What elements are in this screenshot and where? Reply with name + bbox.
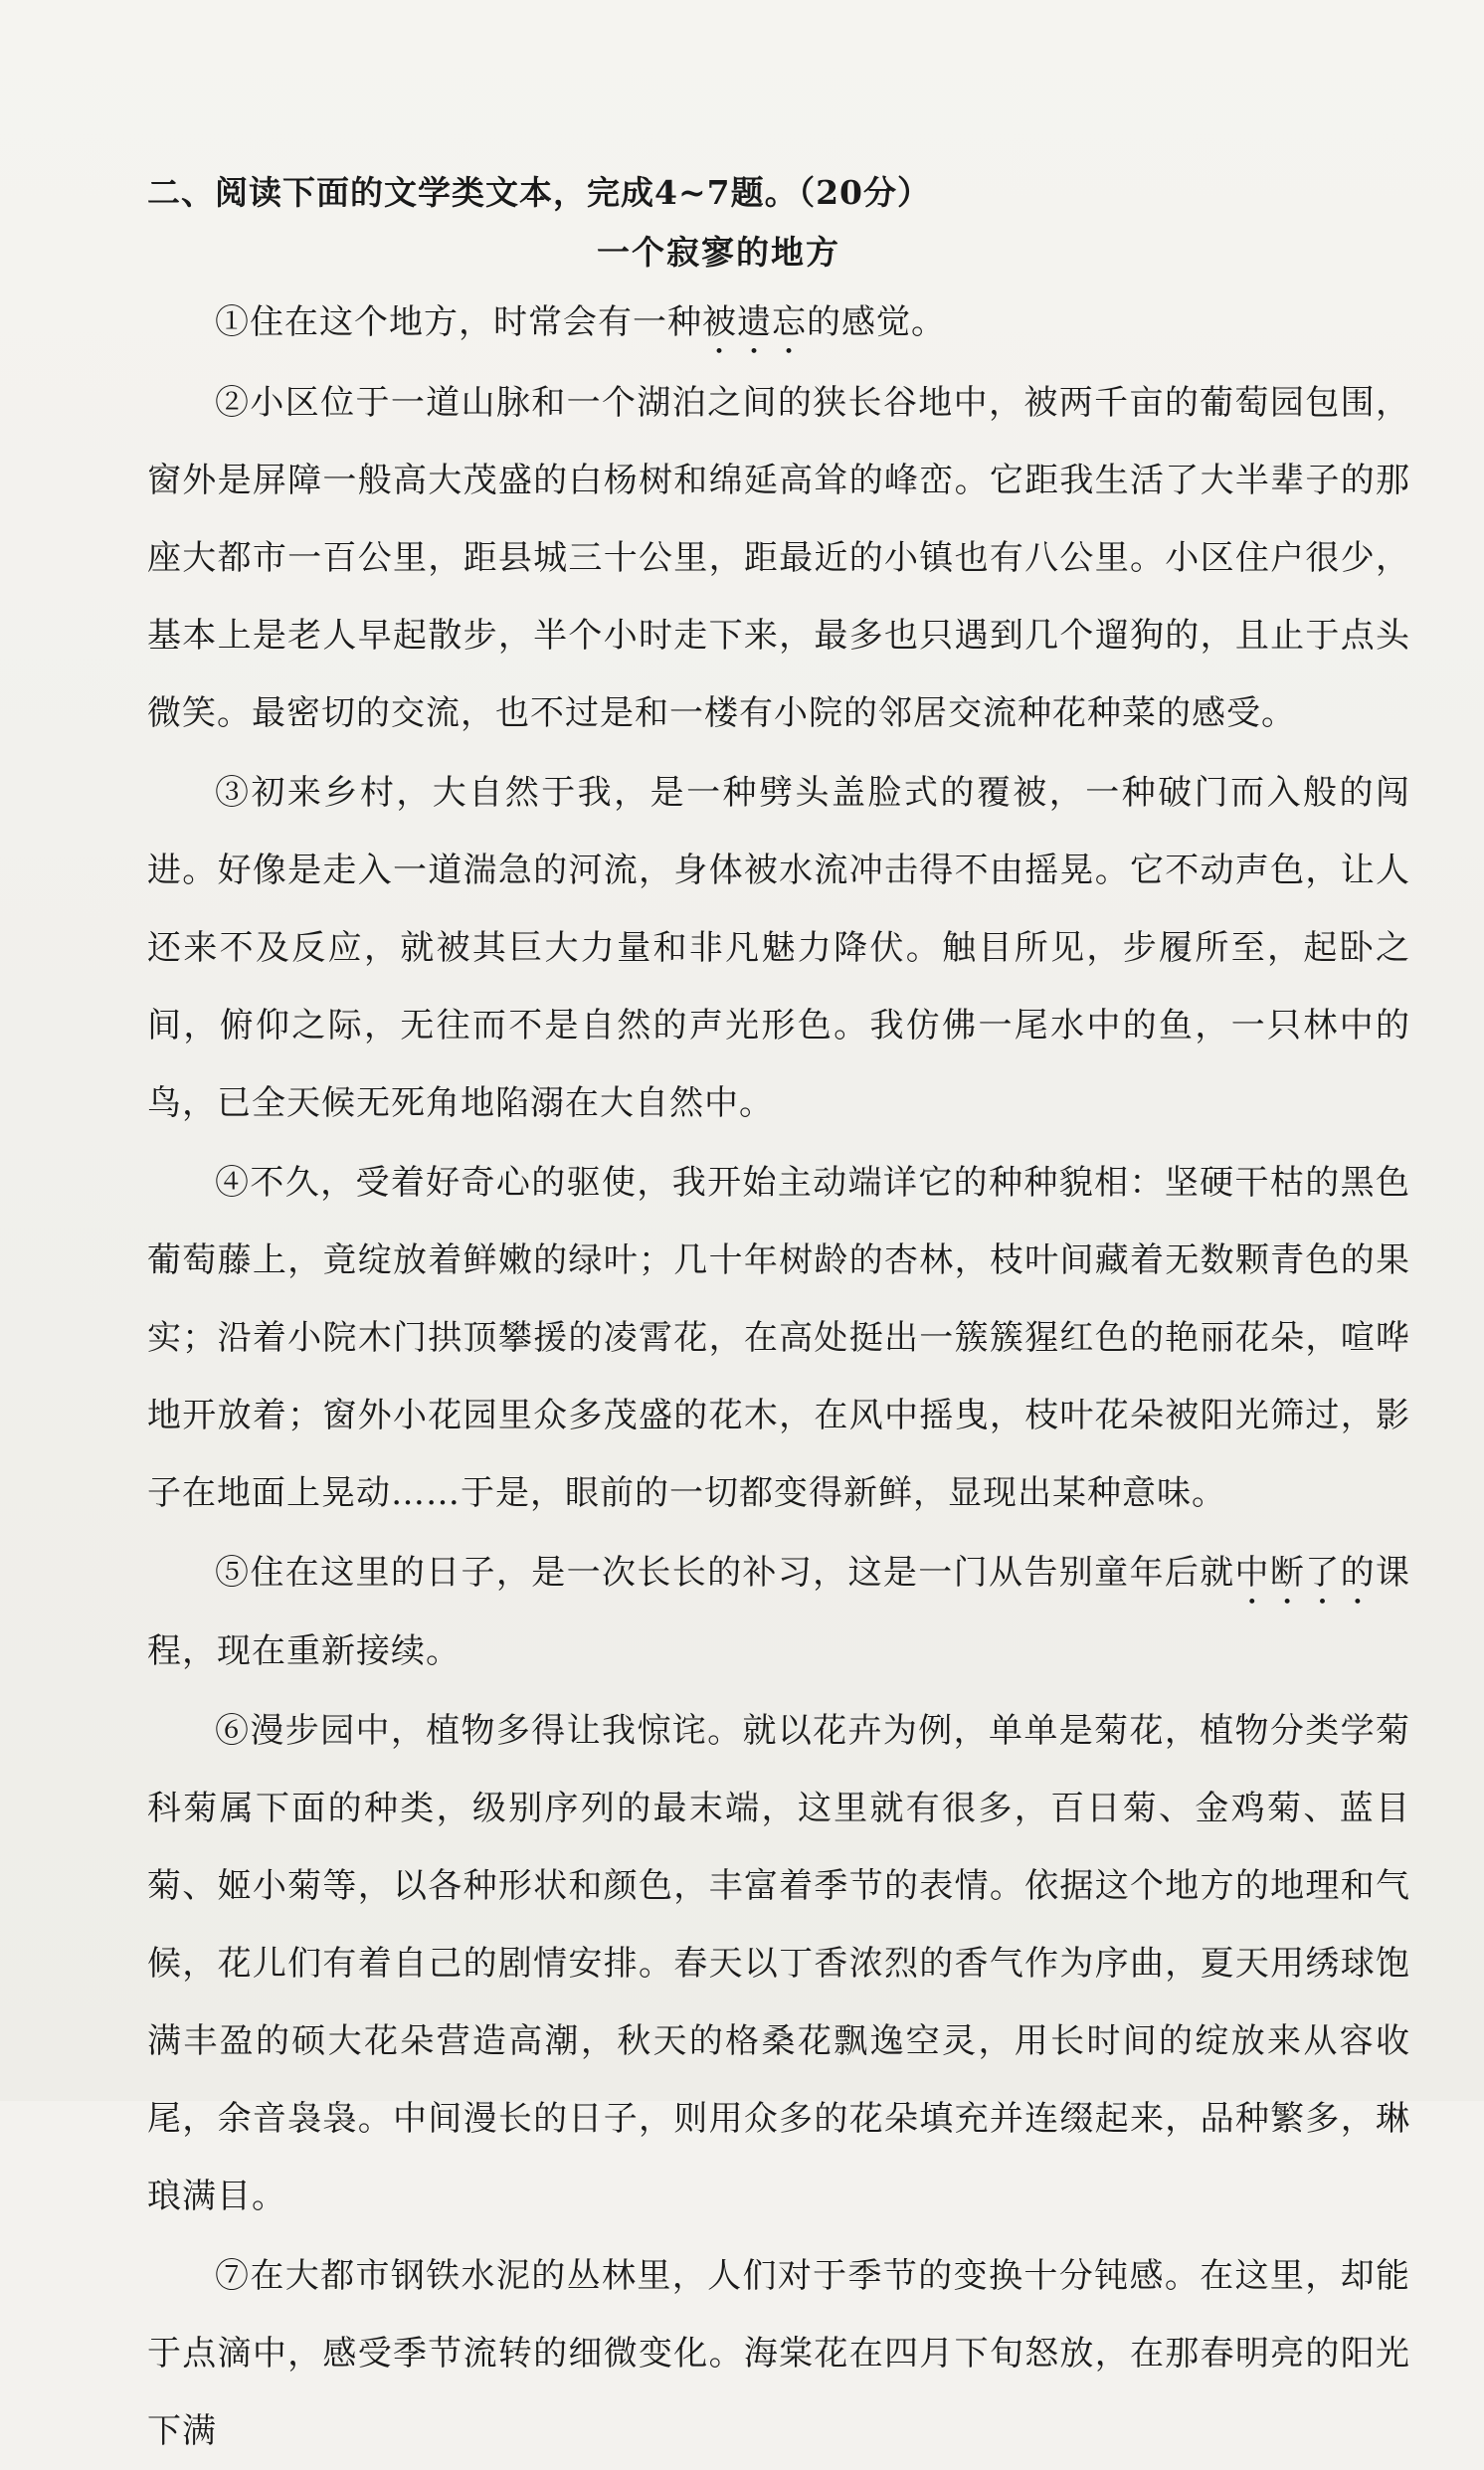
paragraph-7: ⑦在大都市钢铁水泥的丛林里，人们对于季节的变换十分钝感。在这里，却能于点滴中，感受季节流转的细微变化。海棠花在四月下旬怒放，在那春明亮的阳光下满: [147, 2256, 1410, 2451]
paragraph-4: ④不久，受着好奇心的驱使，我开始主动端详它的种种貌相：坚硬干枯的黑色葡萄藤上，竟绽放着鲜嫩的绿叶；几十年树龄的杏林，枝叶间藏着无数颗青色的果实；沿着小院木门拱顶攀援的凌霄花，在高处挺出一簇簇猩红色的艳丽花朵，喧哗地开放着；窗外小花园里众多茂盛的花木，在风中摇曳，枝叶花朵被阳光筛过，影子在地面上晃动……于是，眼前的一切都变得新鲜，显现出某种意味。: [147, 1163, 1410, 1513]
emphasis-mark: 中断了的: [1234, 1553, 1377, 1593]
article-body: [147, 284, 1410, 2470]
paragraph-1: ①住在这个地方，时常会有一种被遗忘的感觉。: [215, 302, 946, 342]
paragraph-5: ⑤住在这里的日子，是一次长长的补习，这是一门从告别童年后就中断了的课程，现在重新接续。: [147, 1553, 1411, 1671]
section-heading: 二、阅读下面的文学类文本，完成4~7题。（20分）: [147, 173, 931, 212]
paragraph-3: ③初来乡村，大自然于我，是一种劈头盖脸式的覆被，一种破门而入般的闯进。好像是走入一道湍急的河流，身体被水流冲击得不由摇晃。它不动声色，让人还来不及反应，就被其巨大力量和非凡魅力降伏。触目所见，步履所至，起卧之间，俯仰之际，无往而不是自然的声光形色。我仿佛一尾水中的鱼，一只林中的鸟，已全天候无死角地陷溺在大自然中。: [147, 773, 1410, 1123]
emphasis-mark: 被遗忘: [702, 302, 807, 342]
paragraph-6: ⑥漫步园中，植物多得让我惊诧。就以花卉为例，单单是菊花，植物分类学菊科菊属下面的种类，级别序列的最末端，这里就有很多，百日菊、金鸡菊、蓝目菊、姬小菊等，以各种形状和颜色，丰富着季节的表情。依据这个地方的地理和气候，花儿们有着自己的剧情安排。春天以丁香浓烈的香气作为序曲，夏天用绣球饱满丰盈的硕大花朵营造高潮，秋天的格桑花飘逸空灵，用长时间的绽放来从容收尾，余音袅袅。中间漫长的日子，则用众多的花朵填充并连缀起来，品种繁多，琳琅满目。: [147, 1711, 1410, 2216]
article-title: 一个寂寥的地方: [597, 233, 840, 272]
paragraph-2: ②小区位于一道山脉和一个湖泊之间的狭长谷地中，被两千亩的葡萄园包围，窗外是屏障一般高大茂盛的白杨树和绵延高耸的峰峦。它距我生活了大半辈子的那座大都市一百公里，距县城三十公里，距最近的小镇也有八公里。小区住户很少，基本上是老人早起散步，半个小时走下来，最多也只遇到几个遛狗的，且止于点头微笑。最密切的交流，也不过是和一楼有小院的邻居交流种花种菜的感受。: [147, 383, 1410, 733]
